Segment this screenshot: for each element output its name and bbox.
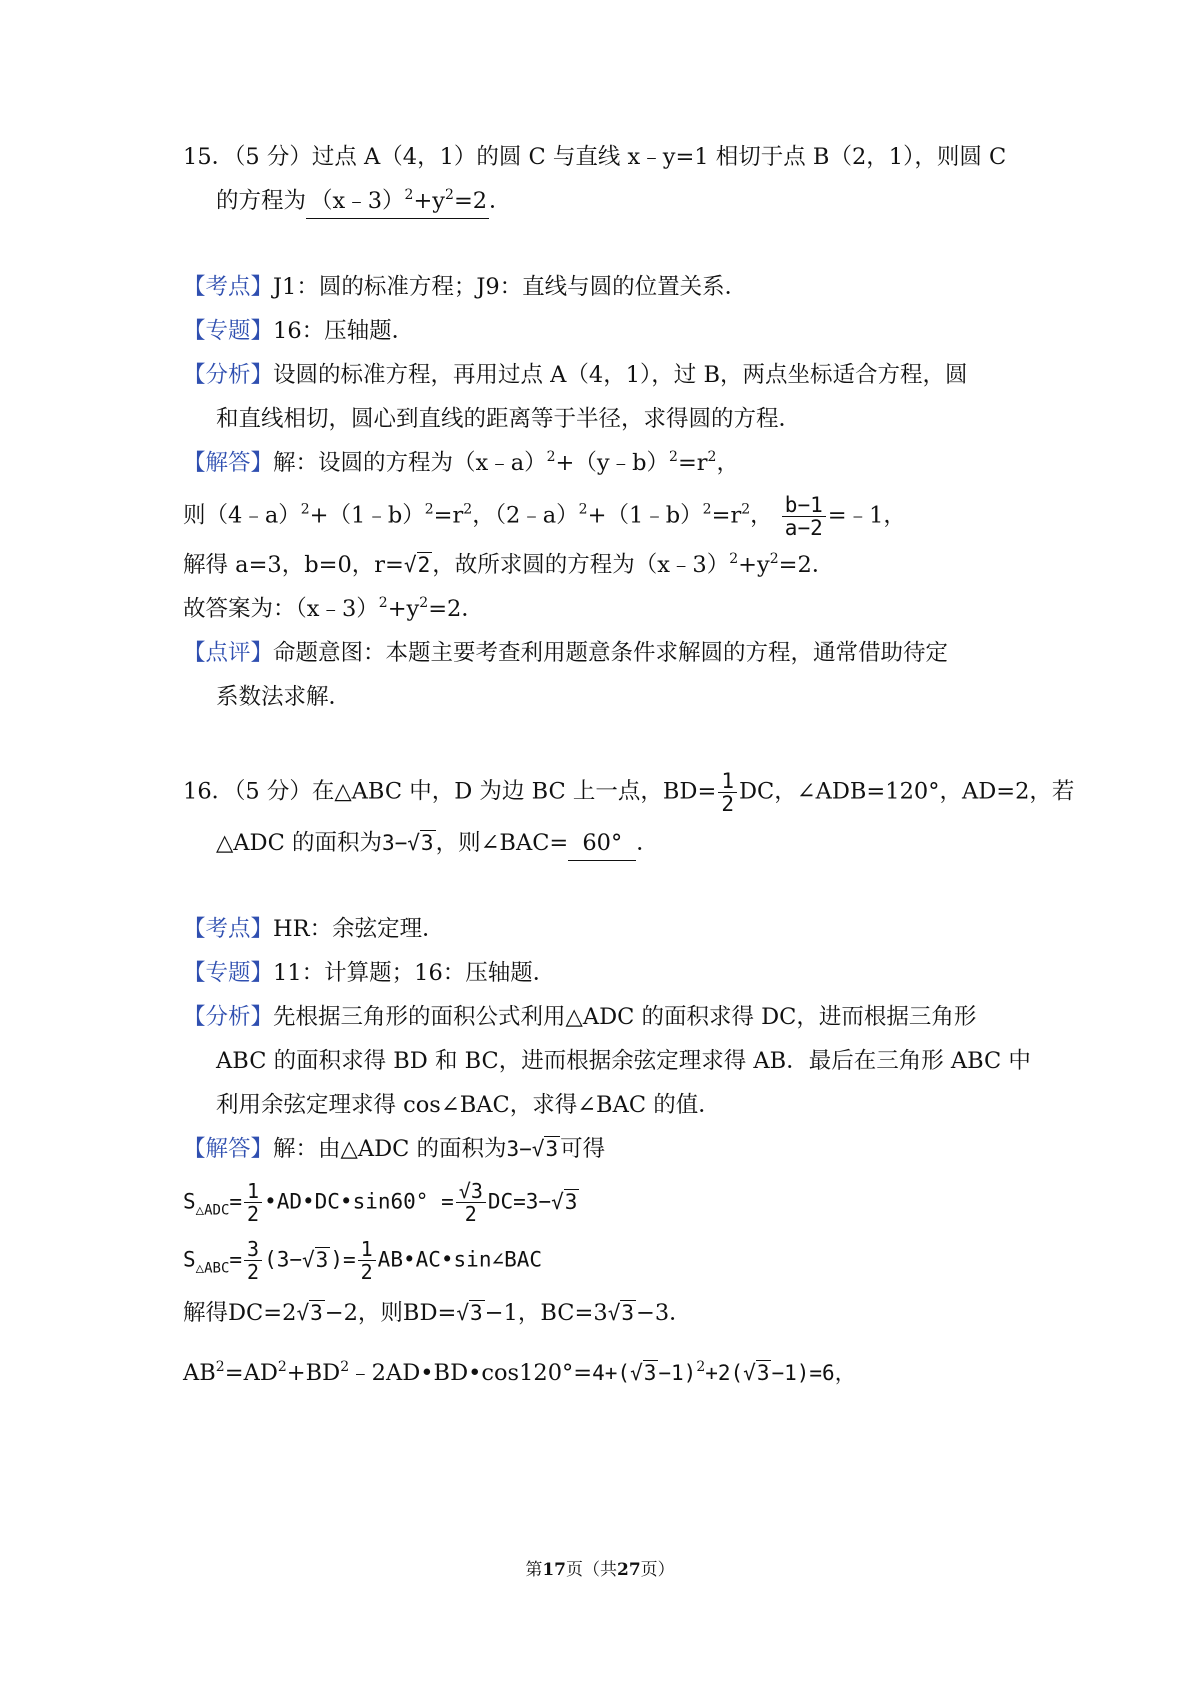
fenxi-tag: 【分析】: [183, 1004, 274, 1030]
page-number: 17: [542, 1560, 566, 1580]
q15-solution-line2: 则$(4﹣a)^2+(1﹣b)^2=r^2$，$(2﹣a)^2+(1﹣b)^2=r^2$， $\frac{b-1}{a-2}$ =﹣1，: [183, 493, 906, 540]
fraction-three-halves: $\frac{3}{2}$: [244, 1238, 262, 1283]
sqrt-2: √2: [403, 553, 431, 577]
jieda-tag: 【解答】: [183, 1136, 274, 1162]
q15-stem-line2: 的方程为 $(x﹣3)^2+y^2=2$．: [216, 184, 1076, 219]
sqrt-3: √3: [607, 1301, 634, 1325]
q16-zhuanti: 【专题】11：计算题；16：压轴题．: [183, 960, 556, 986]
q15-stem-text-2: 的方程为: [216, 188, 307, 214]
q16-equation-area-adc: $S_{\triangle ADC}=$ $\frac{1}{2}$ •AD•DC•sin60° = $\frac{√3}{2}$ DC=3−√3: [183, 1179, 578, 1226]
q15-fenxi: 【分析】设圆的标准方程，再用过点 A（4，1），过 B，两点坐标适合方程，圆: [183, 362, 968, 388]
q16-fenxi-line3: 利用余弦定理求得 cos∠BAC，求得∠BAC 的值．: [216, 1092, 721, 1118]
q16-stem-line1: 16．（5 分）在△ABC 中，D 为边 BC 上一点，BD= $\frac{1}{2}$ DC，∠ADB=120°，AD=2，若: [183, 769, 1075, 816]
sqrt-3: √3: [296, 1301, 323, 1325]
q15-solution-line4: 故答案为：$(x﹣3)^2+y^2=2$．: [183, 595, 484, 622]
slope-fraction: $\frac{b-1}{a-2}$: [782, 494, 826, 539]
dianping-tag: 【点评】: [183, 640, 274, 666]
q16-jieda: 【解答】解：由△ADC 的面积为3−√3可得: [183, 1132, 1043, 1166]
page-footer: 第17页（共27页）: [525, 1560, 675, 1580]
q16-fenxi-line2: ABC 的面积求得 BD 和 BC，进而根据余弦定理求得 AB．最后在三角形 ABC 中: [216, 1048, 1031, 1074]
q15-dianping: 【点评】命题意图：本题主要考查利用题意条件求解圆的方程，通常借助待定: [183, 640, 949, 666]
kaodian-tag: 【考点】: [183, 274, 274, 300]
zhuanti-tag: 【专题】: [183, 960, 274, 986]
sqrt-3: √3: [456, 1301, 483, 1325]
q15-dianping-line2: 系数法求解．: [216, 684, 352, 710]
sqrt-3: √3: [302, 1247, 329, 1272]
sqrt-3: √3: [551, 1189, 578, 1214]
q16-equation-area-abc: $S_{\triangle ABC}=$ $\frac{3}{2}$ (3−√3)= $\frac{1}{2}$ AB•AC•sin∠BAC: [183, 1237, 543, 1284]
q15-stem-text: 15．（5 分）过点 A（4，1）的圆 C 与直线 x﹣y=1 相切于点 B（2，1），则圆 C: [183, 144, 1007, 170]
q16-fraction-half: $\frac{1}{2}$: [718, 770, 737, 815]
q15-solution-line3: 解得 a=3，b=0，r=√2，故所求圆的方程为$(x﹣3)^2+y^2=2$．: [183, 548, 1043, 582]
q15-kaodian: 【考点】J1：圆的标准方程；J9：直线与圆的位置关系．: [183, 274, 748, 300]
sqrt-3: √3: [531, 1137, 559, 1161]
q16-equation-solve: 解得DC=2√3−2，则BD=√3−1，BC=3√3−3．: [183, 1296, 1043, 1330]
q16-answer: 60°: [568, 826, 636, 861]
sqrt-3: √3: [407, 831, 434, 855]
sqrt-3: √3: [630, 1361, 657, 1385]
q15-zhuanti: 【专题】16：压轴题．: [183, 318, 415, 344]
sqrt-3: √3: [743, 1361, 770, 1385]
fraction-sqrt3-over-2: $\frac{√3}{2}$: [456, 1180, 486, 1225]
fraction-half: $\frac{1}{2}$: [244, 1180, 262, 1225]
q16-kaodian: 【考点】HR：余弦定理．: [183, 916, 445, 942]
q15-jieda: 【解答】解：设圆的方程为$(x﹣a)^2+(y﹣b)^2=r^2$，: [183, 449, 739, 476]
q16-stem-line2: △ADC 的面积为3−√3，则∠BAC= 60° ．: [216, 826, 1076, 861]
jieda-tag: 【解答】: [183, 450, 274, 476]
q15-fenxi-line2: 和直线相切，圆心到直线的距离等于半径，求得圆的方程．: [216, 406, 802, 432]
zhuanti-tag: 【专题】: [183, 318, 274, 344]
q15-answer: $(x﹣3)^2+y^2=2$: [306, 184, 489, 219]
fenxi-tag: 【分析】: [183, 362, 274, 388]
q15-stem-line1: [183, 140, 1043, 174]
q16-fenxi: 【分析】先根据三角形的面积公式利用△ADC 的面积求得 DC，进而根据三角形: [183, 1004, 977, 1030]
kaodian-tag: 【考点】: [183, 916, 274, 942]
q16-equation-ab-squared: $AB^2=AD^2+BD^2﹣2AD•BD•\cos 120^\circ=4+(√3-1)^2+2(√3-1)=6$，: [183, 1356, 1043, 1390]
total-pages: 27: [617, 1560, 641, 1580]
fraction-half: $\frac{1}{2}$: [358, 1238, 376, 1283]
